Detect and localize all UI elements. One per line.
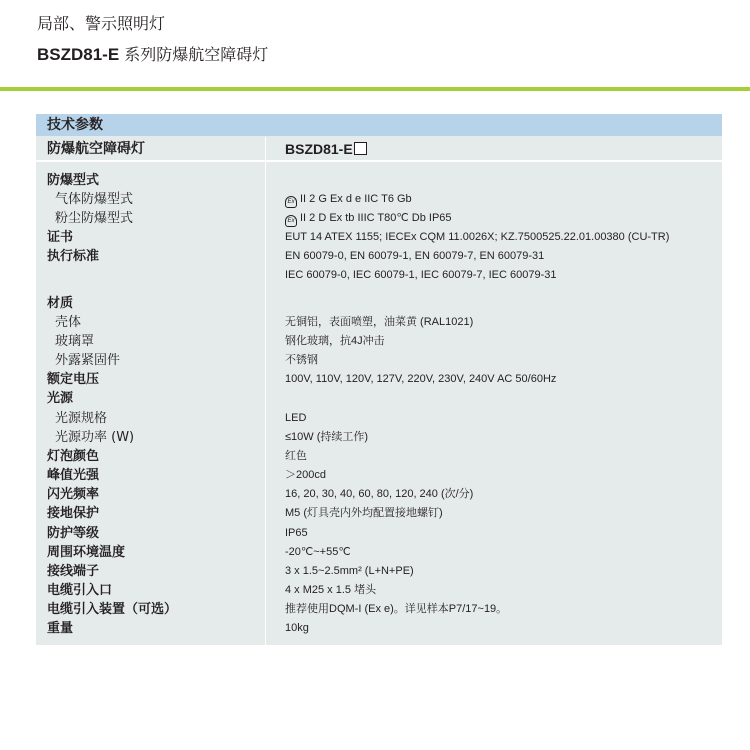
spec-label: 外露紧固件 <box>55 353 121 368</box>
spec-label: 闪光频率 <box>47 487 100 502</box>
spec-label: 周围环境温度 <box>47 545 126 560</box>
spec-row <box>36 332 722 351</box>
spec-row <box>36 209 722 228</box>
spec-row <box>36 228 722 247</box>
spec-value <box>285 600 507 619</box>
spec-label: 电缆引入口 <box>47 583 113 598</box>
spec-value-text: -20℃~+55℃ <box>285 546 351 558</box>
product-series-name: 系列防爆航空障碍灯 <box>124 45 269 64</box>
spec-row <box>36 294 722 313</box>
spec-label: 光源功率 (W) <box>55 430 135 445</box>
spec-row <box>36 543 722 562</box>
spec-row <box>36 428 722 447</box>
spec-value-text: 3 x 1.5~2.5mm² (L+N+PE) <box>285 565 414 577</box>
category-heading: 局部、警示照明灯 <box>37 14 166 33</box>
ex-marking-icon: Ex <box>285 215 297 227</box>
spec-value-text: II 2 G Ex d e IIC T6 Gb <box>300 193 412 205</box>
spec-label: 额定电压 <box>47 372 100 387</box>
spec-label: 光源规格 <box>55 411 108 426</box>
spec-row <box>36 524 722 543</box>
spec-value <box>285 581 376 600</box>
spec-value-text: IEC 60079-0, IEC 60079-1, IEC 60079-7, IEC 60079-31 <box>285 269 557 281</box>
header-divider <box>0 87 750 91</box>
spec-row <box>36 485 722 504</box>
spec-value-text: IP65 <box>285 527 308 539</box>
spec-value-text: II 2 D Ex tb IIIC T80℃ Db IP65 <box>300 212 452 224</box>
spec-label: 气体防爆型式 <box>55 192 134 207</box>
spec-value-text: EN 60079-0, EN 60079-1, EN 60079-7, EN 60079-31 <box>285 250 545 262</box>
spec-value-text: 16, 20, 30, 40, 60, 80, 120, 240 (次/分) <box>285 488 474 500</box>
spec-value <box>285 543 351 562</box>
spec-value <box>285 485 473 504</box>
spec-value-text: 不锈钢 <box>285 354 318 366</box>
spec-value <box>285 428 368 447</box>
spec-value <box>285 351 318 370</box>
product-model-text: BSZD81-E <box>285 141 353 157</box>
spec-label: 重量 <box>47 621 74 636</box>
spec-value-text: 10kg <box>285 622 309 634</box>
spec-value <box>285 447 307 466</box>
spec-value-text: ＞200cd <box>285 469 326 481</box>
spec-row <box>36 370 722 389</box>
spec-label: 材质 <box>47 296 74 311</box>
spec-value-text: M5 (灯具壳内外均配置接地螺钉) <box>285 507 443 519</box>
product-label: 防爆航空障碍灯 <box>47 141 145 157</box>
spec-row <box>36 600 722 619</box>
spec-label: 防爆型式 <box>47 173 100 188</box>
spec-label: 壳体 <box>55 315 82 330</box>
spec-value-text: 4 x M25 x 1.5 堵头 <box>285 584 377 596</box>
spec-label: 防护等级 <box>47 526 100 541</box>
spec-value-text: 无铜铝，表面喷塑，油菜黄 (RAL1021) <box>285 316 474 328</box>
spec-value <box>285 332 385 351</box>
spec-row <box>36 504 722 523</box>
product-heading <box>37 44 268 66</box>
product-model: BSZD81-E <box>37 45 120 64</box>
spec-row <box>36 466 722 485</box>
spec-label: 接线端子 <box>47 564 100 579</box>
spec-row <box>36 351 722 370</box>
spec-label: 粉尘防爆型式 <box>55 211 134 226</box>
spec-value-text: EUT 14 ATEX 1155; IECEx CQM 11.0026X; KZ.7500525.22.01.00380 (CU-TR) <box>285 231 670 243</box>
spec-label: 光源 <box>47 391 74 406</box>
spec-row <box>36 409 722 428</box>
spec-value <box>285 524 308 543</box>
spec-table-product-row <box>36 137 722 160</box>
ex-marking-icon: Ex <box>285 196 297 208</box>
spec-table-title-bar <box>36 114 722 136</box>
spec-value-text: 推荐使用DQM-I (Ex e)。详见样本P7/17~19。 <box>285 603 508 615</box>
spec-value <box>285 228 669 247</box>
spec-row <box>36 581 722 600</box>
spec-row <box>36 266 722 285</box>
spec-table <box>36 114 722 645</box>
spec-value <box>285 619 309 638</box>
variant-box-icon <box>354 142 367 155</box>
spec-row <box>36 171 722 190</box>
spec-label: 玻璃罩 <box>55 334 95 349</box>
spec-value-text: ≤10W (持续工作) <box>285 431 369 443</box>
spec-label: 证书 <box>47 230 74 245</box>
product-model-cell <box>285 140 367 158</box>
spec-value <box>285 504 443 523</box>
spec-table-title: 技术参数 <box>47 117 103 133</box>
spec-value <box>285 247 544 266</box>
spec-value-text: 100V, 110V, 120V, 127V, 220V, 230V, 240V AC 50/60Hz <box>285 373 557 385</box>
spec-value-text: 红色 <box>285 450 307 462</box>
spec-value <box>285 466 326 485</box>
spec-row <box>36 447 722 466</box>
spec-row <box>36 190 722 209</box>
spec-row <box>36 313 722 332</box>
spec-row <box>36 562 722 581</box>
spec-label: 电缆引入装置（可选） <box>47 602 178 617</box>
spec-value-text: 钢化玻璃，抗4J冲击 <box>285 335 385 347</box>
spec-label: 峰值光强 <box>47 468 100 483</box>
spec-value <box>285 313 473 332</box>
row-divider <box>36 160 722 162</box>
spec-value <box>285 209 452 228</box>
spec-value <box>285 409 306 428</box>
spec-label: 执行标准 <box>47 249 100 264</box>
spec-value <box>285 370 556 389</box>
spec-row <box>36 619 722 638</box>
spec-row <box>36 389 722 408</box>
spec-label: 接地保护 <box>47 506 100 521</box>
spec-label: 灯泡颜色 <box>47 449 100 464</box>
spec-value <box>285 562 414 581</box>
spec-value <box>285 190 412 209</box>
spec-row <box>36 247 722 266</box>
spec-value <box>285 266 557 285</box>
spec-value-text: LED <box>285 412 307 424</box>
